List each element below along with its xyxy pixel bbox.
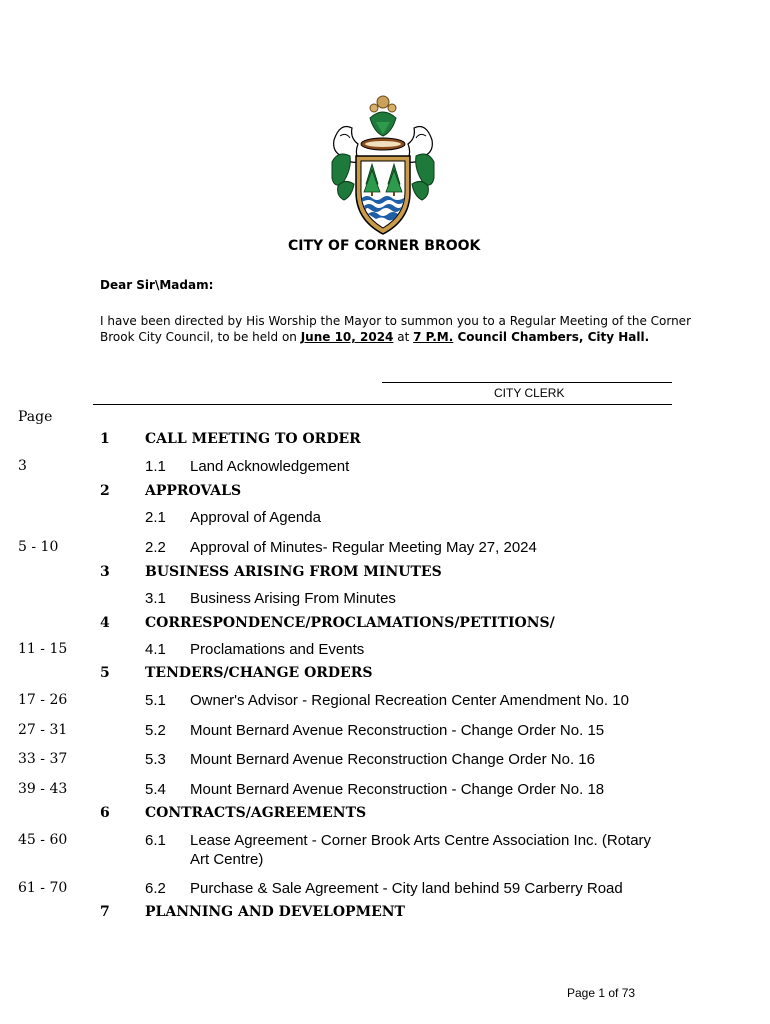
- item-number: 5.3: [145, 751, 166, 768]
- section-number: 3: [100, 564, 110, 580]
- letter-line-1: I have been directed by His Worship the Mayor to summon you to a Regular Meeting of the Corner: [100, 314, 691, 328]
- item-number: 1.1: [145, 458, 166, 475]
- item-number: 5.1: [145, 692, 166, 709]
- signature-label: CITY CLERK: [494, 386, 565, 400]
- agenda-item: Mount Bernard Avenue Reconstruction Change Order No. 16: [190, 751, 595, 768]
- item-pages: 33 - 37: [18, 751, 68, 767]
- section-title: PLANNING AND DEVELOPMENT: [145, 904, 405, 920]
- section-number: 6: [100, 805, 110, 821]
- item-number: 5.4: [145, 781, 166, 798]
- item-number: 3.1: [145, 590, 166, 607]
- item-number: 6.1: [145, 832, 166, 849]
- section-number: 7: [100, 904, 110, 920]
- agenda-item: Purchase & Sale Agreement - City land behind 59 Carberry Road: [190, 880, 623, 897]
- item-number: 2.2: [145, 539, 166, 556]
- agenda-item: Lease Agreement - Corner Brook Arts Centre Association Inc. (Rotary: [190, 832, 652, 849]
- item-number: 4.1: [145, 641, 166, 658]
- item-pages: 61 - 70: [18, 880, 68, 896]
- letter-line-2: [100, 329, 649, 345]
- agenda-divider: [93, 404, 672, 405]
- item-pages: 5 - 10: [18, 539, 59, 555]
- section-title: TENDERS/CHANGE ORDERS: [145, 665, 373, 681]
- letter-line-2-prefix: Brook City Council, to be held on: [100, 330, 301, 344]
- coat-of-arms-icon: [330, 92, 436, 238]
- item-pages: 27 - 31: [18, 722, 68, 738]
- meeting-date: June 10, 2024: [300, 330, 394, 344]
- item-pages: 3: [18, 458, 27, 474]
- agenda-item: Land Acknowledgement: [190, 458, 350, 475]
- agenda-item: Owner's Advisor - Regional Recreation Center Amendment No. 10: [190, 692, 629, 709]
- section-number: 2: [100, 483, 110, 499]
- agenda-item: Mount Bernard Avenue Reconstruction - Change Order No. 15: [190, 722, 605, 739]
- page-footer: Page 1 of 73: [567, 986, 636, 1000]
- agenda-item: Approval of Agenda: [190, 509, 321, 526]
- item-number: 6.2: [145, 880, 166, 897]
- section-title: APPROVALS: [145, 483, 242, 499]
- agenda-item: Mount Bernard Avenue Reconstruction - Change Order No. 18: [190, 781, 605, 798]
- item-pages: 11 - 15: [18, 641, 68, 657]
- page-column-header: Page: [18, 409, 53, 425]
- agenda-item-continued: Art Centre): [190, 851, 264, 868]
- meeting-location: Council Chambers, City Hall.: [453, 330, 650, 344]
- item-pages: 17 - 26: [18, 692, 68, 708]
- item-number: 2.1: [145, 509, 166, 526]
- item-pages: 39 - 43: [18, 781, 68, 797]
- letter-at: at: [393, 330, 414, 344]
- section-title: CALL MEETING TO ORDER: [145, 431, 361, 447]
- agenda-item: Approval of Minutes- Regular Meeting May 27, 2024: [190, 539, 537, 556]
- meeting-time: 7 P.M.: [413, 330, 454, 344]
- salutation: Dear Sir\Madam:: [100, 278, 214, 292]
- section-title: CONTRACTS/AGREEMENTS: [145, 805, 367, 821]
- item-number: 5.2: [145, 722, 166, 739]
- document-title: CITY OF CORNER BROOK: [288, 238, 481, 254]
- section-title: CORRESPONDENCE/PROCLAMATIONS/PETITIONS/: [145, 615, 555, 631]
- section-number: 5: [100, 665, 110, 681]
- section-title: BUSINESS ARISING FROM MINUTES: [145, 564, 442, 580]
- signature-line: [382, 382, 672, 383]
- item-pages: 45 - 60: [18, 832, 68, 848]
- section-number: 1: [100, 431, 110, 447]
- agenda-item: Business Arising From Minutes: [190, 590, 396, 607]
- agenda-item: Proclamations and Events: [190, 641, 365, 658]
- section-number: 4: [100, 615, 110, 631]
